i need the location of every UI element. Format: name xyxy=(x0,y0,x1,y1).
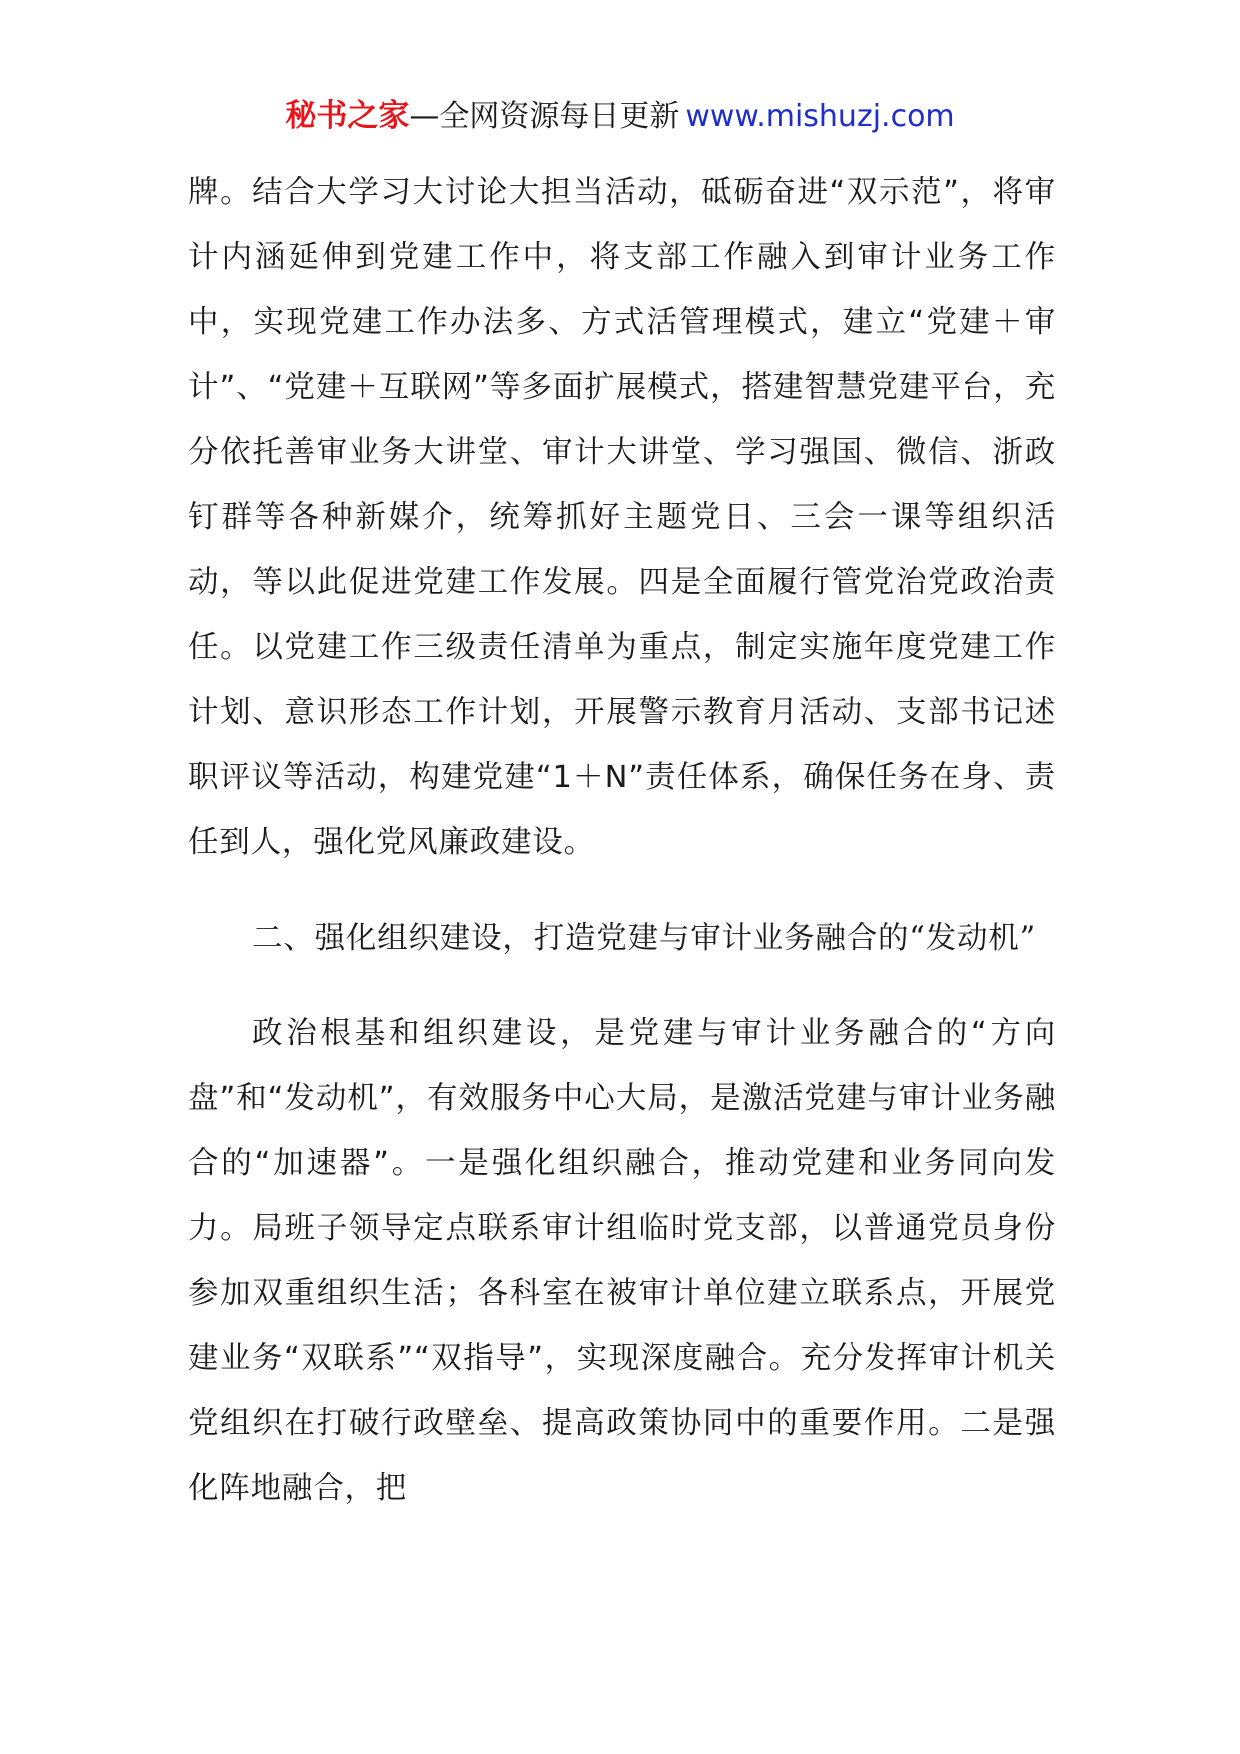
site-url-link[interactable]: www.mishuzj.com xyxy=(685,99,955,134)
site-header xyxy=(0,96,1240,137)
brand-name: 秘书之家 xyxy=(285,98,410,134)
document-body xyxy=(188,160,1056,1521)
body-paragraph: 牌。结合大学习大讨论大担当活动，砥砺奋进“双示范”，将审计内涵延伸到党建工作中，将支部工作融入到审计业务工作中，实现党建工作办法多、方式活管理模式，建立“党建＋审计”、“党建＋互联网”等多面扩展模式，搭建智慧党建平台，充分依托善审业务大讲堂、审计大讲堂、学习强国、微信、浙政钉群等各种新媒介，统筹抓好主题党日、三会一课等组织活动，等以此促进党建工作发展。四是全面履行管党治党政治责任。以党建工作三级责任清单为重点，制定实施年度党建工作计划、意识形态工作计划，开展警示教育月活动、支部书记述职评议等活动，构建党建“1＋N”责任体系，确保任务在身、责任到人，强化党风廉政建设。 xyxy=(188,175,1056,860)
section-heading: 二、强化组织建设，打造党建与审计业务融合的“发动机” xyxy=(252,920,1036,956)
body-paragraph: 政治根基和组织建设，是党建与审计业务融合的“方向盘”和“发动机”，有效服务中心大局，是激活党建与审计业务融合的“加速器”。一是强化组织融合，推动党建和业务同向发力。局班子领导定点联系审计组临时党支部，以普通党员身份参加双重组织生活；各科室在被审计单位建立联系点，开展党建业务“双联系”“双指导”，实现深度融合。充分发挥审计机关党组织在打破行政壁垒、提高政策协同中的重要作用。二是强化阵地融合，把 xyxy=(188,1016,1056,1506)
header-tagline: —全网资源每日更新 xyxy=(409,99,680,134)
